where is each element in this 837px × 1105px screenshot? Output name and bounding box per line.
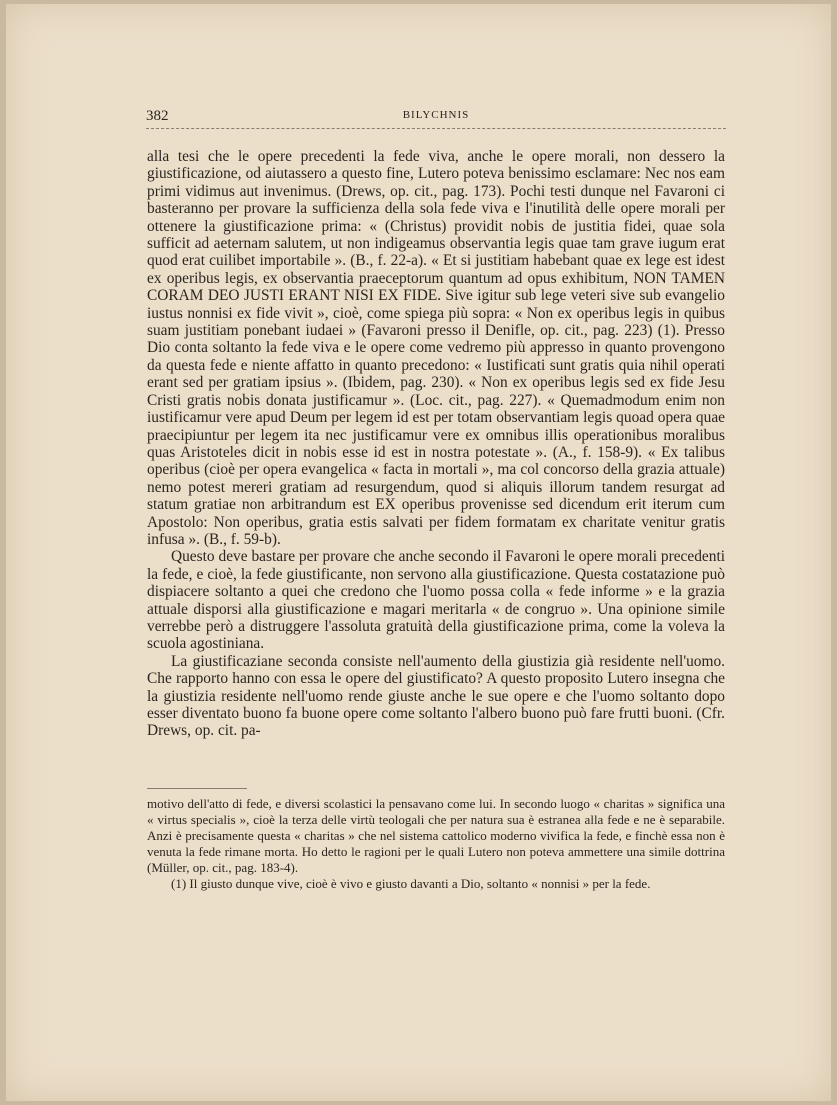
paragraph-2: Questo deve bastare per provare che anche secondo il Favaroni le opere morali precedenti la fede, e cioè, la fede giustificante, non servono alla giustificazione. Questa costatazione può dispiacere soltanto a quei che credono che l'uomo possa colla « fede informe » e la grazia attuale disporsi alla giustificazione e magari meritarla « de congruo ». Una opinione simile verrebbe però a distruggere l'assoluta gratuità della giustificazione prima, come la voleva la scuola agostiniana. bbox=[147, 548, 725, 653]
footnotes bbox=[147, 796, 725, 892]
page-header bbox=[146, 108, 726, 126]
footnote-rule bbox=[147, 788, 247, 789]
footnote-1: (1) Il giusto dunque vive, cioè è vivo e giusto davanti a Dio, soltanto « nonnisi » per la fede. bbox=[171, 876, 651, 891]
body-text bbox=[147, 148, 725, 740]
paragraph-3: La giustificaziane seconda consiste nell'aumento della giustizia già residente nell'uomo. Che rapporto hanno con essa le opere del giustificato? A questo proposito Lutero insegna che la giustizia residente nell'uomo rende giuste anche le sue opere e che l'uomo soltanto dopo esser diventato buono fa buone opere come soltanto l'albero buono può fare frutti buoni. (Cfr. Drews, op. cit. pa- bbox=[147, 652, 725, 740]
running-title: BILYCHNIS bbox=[402, 109, 470, 121]
header-rule bbox=[146, 128, 726, 129]
paragraph-1: alla tesi che le opere precedenti la fede viva, anche le opere morali, non dessero la giustificazione, od aiutassero a questo fine, Lutero poteva benissimo esclamare: Nec nos eam primi vidimus aut invenimus. (Drews, op. cit., pag. 173). Pochi testi dunque nel Favaroni ci basteranno per provare la sufficienza della sola fede viva e l'inutilità delle opere morali per ottenere la giustificazione prima: « (Christus) providit nobis de justitia fidei, quae sola sufficit ad aeternam salutem, ut non indigeamus observantia legis quae tam grave iugum erat quod erat cuilibet importabile ». (B., f. 22-a). « Et si justitiam habebant quae ex lege est idest ex operibus legis, ex observantia praeceptorum quantum ad opus exhibitum, NON TAMEN CORAM DEO JUSTI ERANT NISI EX FIDE. Sive igitur sub lege veteri sive sub evangelio iustus nonnisi ex fide vivit », cioè, come spiega più sopra: « Non ex operibus legis in quibus suam justitiam ponebant iudaei » (Favaroni presso il Denifle, op. cit., pag. 223) (1). Presso Dio conta soltanto la fede viva e le opere come vedremo più appresso in quanto provengono da questa fede e niente affatto in quanto precedono: « Iustificati sunt gratis quia nihil operati erant sed per gratiam ipsius ». (Ibidem, pag. 230). « Non ex operibus legis sed ex fide Jesu Cristi gratis nobis donata justificamur ». (Loc. cit., pag. 227). « Quemadmodum enim non iustificamur vere apud Deum per legem id est per totam observantiam legis quoad opera quae praecipiuntur per legem ita nec justificamur vere ex omnibus illis operationibus moralibus quas Aristoteles dicit in nobis esse id est in nostra potestate ». (A., f. 158-9). « Ex talibus operibus (cioè per opera evangelica « facta in mortali », ma col concorso della grazia attuale) nemo potest mereri gratiam ad resurgendum, quod si aliquis illorum tandem resurgat ad statum gratiae non arbitrandum est EX operibus provenisse sed dicendum erit iterum cum Apostolo: Non operibus, gratia estis salvati per fidem formatam ex charitate venitur gratis infusa ». (B., f. 59-b). bbox=[147, 148, 725, 548]
page-number: 382 bbox=[146, 108, 169, 124]
footnote-continuation: motivo dell'atto di fede, e diversi scolastici la pensavano come lui. In secondo luogo « charitas » significa una « virtus specialis », cioè la terza delle virtù teologali che per natura sua è estranea alla fede e ne è separabile. Anzi è precisamente questa « charitas » che nel sistema cattolico moderno vivifica la fede, e finchè essa non è venuta la fede rimane morta. Ho detto le ragioni per le quali Lutero non poteva ammettere una simile dottrina (Müller, op. cit., pag. 183-4). bbox=[147, 796, 725, 875]
